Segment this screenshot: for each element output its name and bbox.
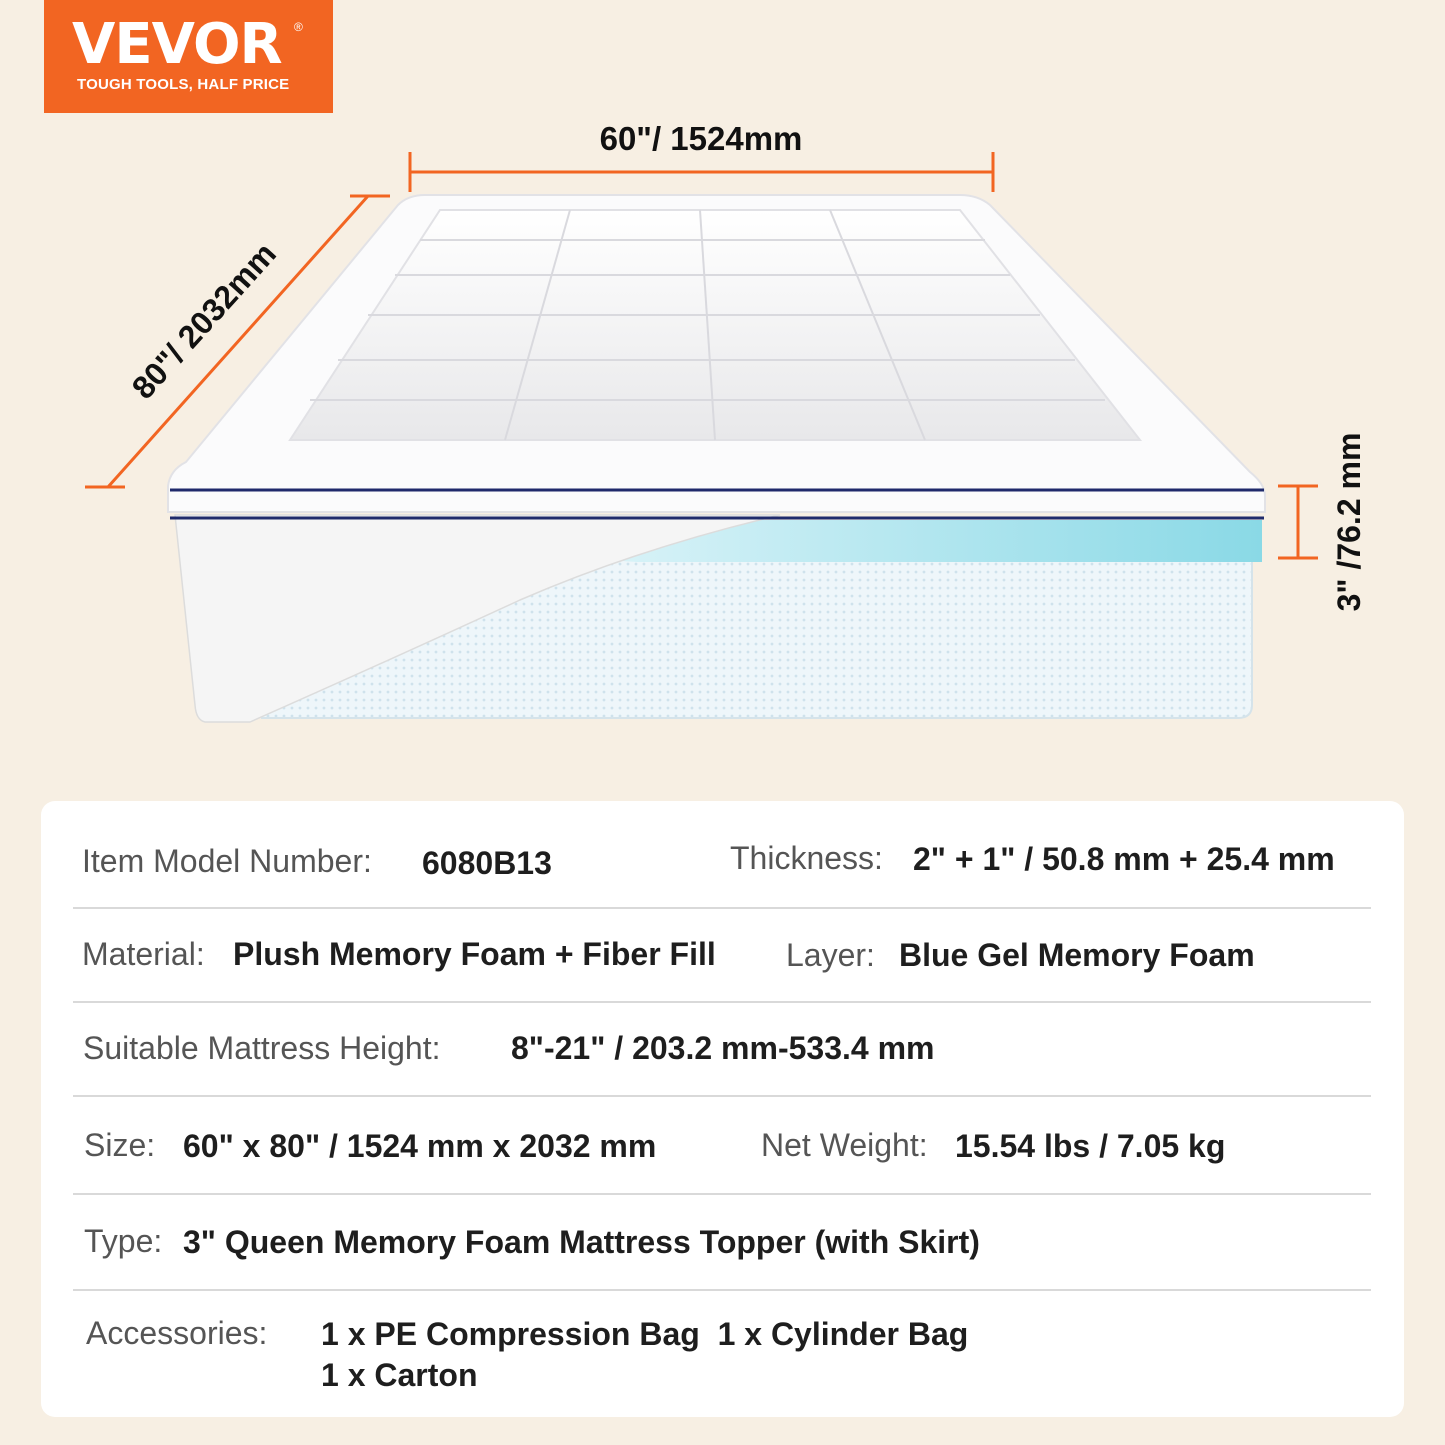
weight-label: Net Weight:: [761, 1127, 928, 1163]
thickness-value: 2" + 1" / 50.8 mm + 25.4 mm: [913, 841, 1335, 877]
logo-slogan: TOUGH TOOLS, HALF PRICE: [77, 76, 290, 93]
type-label: Type:: [84, 1223, 163, 1259]
width-dimension: [410, 152, 993, 192]
spec-row-type: [73, 1195, 1371, 1291]
length-label: 80"/ 2032mm: [124, 235, 283, 406]
type-value: 3" Queen Memory Foam Mattress Topper (with Skirt): [183, 1224, 980, 1260]
spec-row-accessories: [73, 1291, 1371, 1411]
layer-label: Layer:: [786, 937, 875, 973]
thickness-label: Thickness:: [730, 840, 883, 876]
height-dimension: [1278, 486, 1318, 558]
height-label-text: Suitable Mattress Height:: [83, 1030, 441, 1066]
accessories-label: Accessories:: [86, 1315, 268, 1351]
material-value: Plush Memory Foam + Fiber Fill: [233, 936, 716, 972]
model-value: 6080B13: [422, 845, 552, 881]
width-label: 60"/ 1524mm: [599, 120, 803, 157]
height-label: 3" /76.2 mm: [1331, 432, 1367, 612]
model-label: Item Model Number:: [82, 843, 372, 879]
spec-row-material: [73, 907, 1371, 1003]
quilted-top-layer: [168, 195, 1265, 518]
layer-value: Blue Gel Memory Foam: [899, 937, 1255, 973]
logo-registered-mark: ®: [294, 20, 303, 34]
logo-brand: VEVOR: [72, 12, 282, 77]
spec-row-size: [73, 1095, 1371, 1195]
material-label: Material:: [82, 936, 205, 972]
height-value: 8"-21" / 203.2 mm-533.4 mm: [511, 1030, 935, 1066]
size-label: Size:: [84, 1127, 156, 1163]
spec-row-height: [73, 1001, 1371, 1097]
weight-value: 15.54 lbs / 7.05 kg: [955, 1128, 1226, 1164]
size-value: 60" x 80" / 1524 mm x 2032 mm: [183, 1128, 657, 1164]
accessories-line-1: 1 x PE Compression Bag 1 x Cylinder Bag: [321, 1316, 969, 1352]
accessories-line-2: 1 x Carton: [321, 1357, 478, 1393]
spec-row-model: [73, 813, 1371, 909]
specifications-card: [41, 801, 1404, 1417]
